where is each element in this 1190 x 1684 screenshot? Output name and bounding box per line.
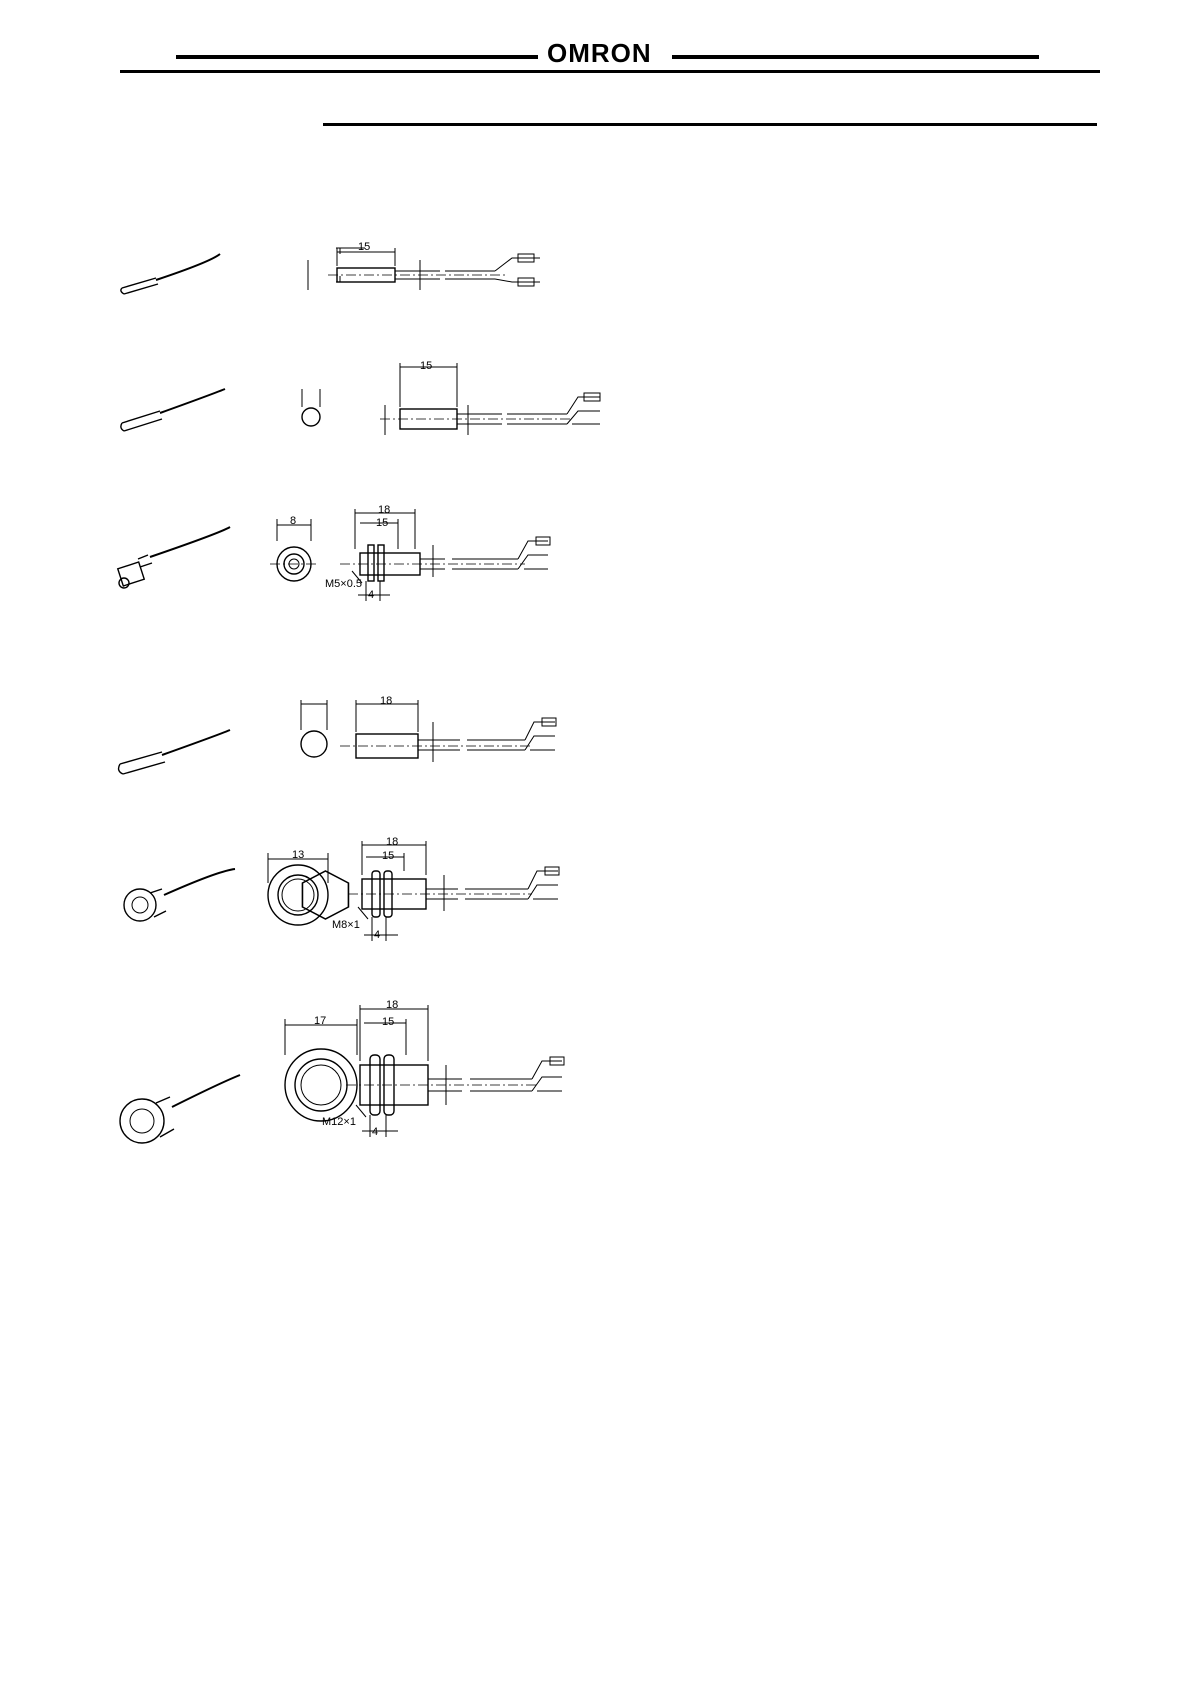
dim-length-6: 15 bbox=[382, 1016, 395, 1028]
dim-overall-4: 18 bbox=[380, 695, 393, 707]
sensor-row-3 bbox=[100, 505, 660, 655]
sensor-side-view-1 bbox=[308, 248, 540, 290]
header-underline bbox=[120, 70, 1100, 73]
sensor-drawing-2 bbox=[100, 355, 660, 445]
header-rule-right bbox=[672, 55, 1039, 59]
dim-across-flats-3: 8 bbox=[290, 515, 297, 527]
dim-thread-3: M5×0.5 bbox=[325, 578, 362, 590]
sensor-sketch-1 bbox=[121, 254, 220, 294]
dim-nut-5: 4 bbox=[374, 929, 381, 941]
dim-length-3: 15 bbox=[376, 517, 389, 529]
brand-logo: OMRON bbox=[547, 38, 652, 68]
sensor-sketch-5 bbox=[124, 869, 235, 921]
sensor-side-view-5 bbox=[348, 841, 559, 941]
sensor-side-view-4 bbox=[340, 700, 556, 762]
sensor-side-view-6 bbox=[346, 1005, 564, 1137]
sensor-drawing-6 bbox=[100, 999, 660, 1175]
dim-overall-5: 18 bbox=[386, 836, 399, 848]
dim-thread-5: M8×1 bbox=[332, 919, 360, 931]
dim-thread-6: M12×1 bbox=[322, 1116, 356, 1128]
sensor-row-6 bbox=[100, 999, 660, 1175]
sensor-side-view-2 bbox=[380, 363, 600, 435]
sensor-row-2 bbox=[100, 355, 660, 505]
sensor-end-view-3 bbox=[270, 519, 318, 581]
dim-overall-3: 18 bbox=[378, 504, 391, 516]
header-rule-left bbox=[176, 55, 538, 59]
sensor-drawing-4 bbox=[100, 695, 660, 780]
sensor-drawing-3 bbox=[100, 505, 660, 635]
sensor-end-view-6 bbox=[285, 1019, 357, 1121]
sensor-sketch-2 bbox=[121, 389, 225, 431]
dim-across-flats-5: 13 bbox=[292, 849, 305, 861]
sensor-drawing-1 bbox=[100, 230, 660, 310]
sensor-side-view-3 bbox=[340, 509, 550, 601]
sensor-sketch-6 bbox=[120, 1075, 240, 1143]
sensor-row-4 bbox=[100, 695, 660, 850]
sensor-drawing-5 bbox=[100, 835, 660, 975]
sensor-end-view-4 bbox=[301, 700, 327, 757]
section-rule bbox=[323, 123, 1097, 126]
sensor-end-view-5 bbox=[268, 853, 348, 925]
sensor-sketch-4 bbox=[119, 730, 230, 774]
dim-overall-6: 18 bbox=[386, 999, 399, 1011]
dim-nut-3: 4 bbox=[368, 589, 375, 601]
sensor-sketch-3 bbox=[118, 527, 230, 588]
dim-length-2: 15 bbox=[420, 360, 433, 372]
sensor-end-view-2 bbox=[302, 389, 320, 426]
dim-length-1: 15 bbox=[358, 241, 371, 253]
dim-nut-6: 4 bbox=[372, 1126, 379, 1138]
dim-across-flats-6: 17 bbox=[314, 1015, 327, 1027]
sensor-row-5 bbox=[100, 835, 660, 985]
dim-length-5: 15 bbox=[382, 850, 395, 862]
